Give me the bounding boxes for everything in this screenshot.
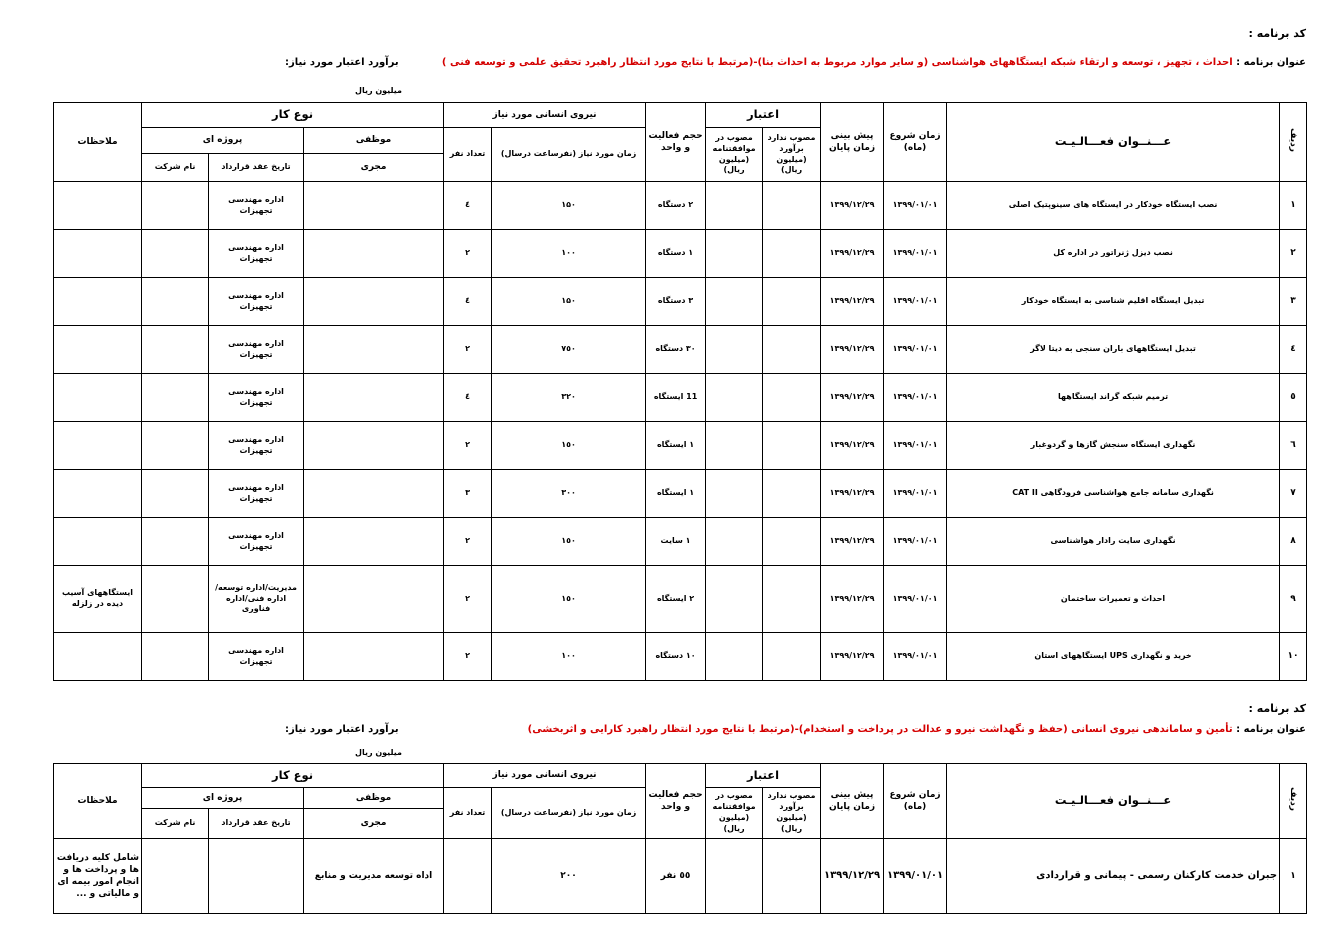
header-credit-no-approval: مصوب ندارد برآورد (میلیون ریال): [763, 128, 821, 182]
credit-yes-cell: [706, 422, 763, 470]
contract-date-cell: مدیریت/اداره توسعه/ اداره فنی/اداره فناوری: [209, 566, 304, 633]
table-row: [54, 422, 1307, 470]
header-credit-approved: مصوب در موافقتنامه (میلیون ریال): [706, 128, 763, 182]
notes-cell: [54, 422, 142, 470]
end-cell: ۱۳۹۹/۱۲/۲۹: [821, 230, 884, 278]
activities-table-2: [53, 763, 1307, 914]
executor-cell: [304, 182, 444, 230]
volume-cell: ۱۰ دستگاه: [646, 633, 706, 681]
credit-yes-cell: [706, 374, 763, 422]
executor-cell: [304, 326, 444, 374]
credit-yes-cell: [706, 839, 763, 914]
table-row: [54, 633, 1307, 681]
persons-cell: ۲: [444, 326, 492, 374]
table-row: [54, 470, 1307, 518]
volume-cell: ۱ ایستگاه: [646, 470, 706, 518]
program-title-2: [528, 724, 1306, 735]
row-number: ۱: [1280, 182, 1307, 230]
header-row-number: ردیف: [1280, 764, 1307, 839]
header-end-forecast: پیش بینی زمان پایان: [821, 764, 884, 839]
credit-yes-cell: [706, 566, 763, 633]
end-cell: ۱۳۹۹/۱۲/۲۹: [821, 518, 884, 566]
row-number: ۲: [1280, 230, 1307, 278]
credit-yes-cell: [706, 633, 763, 681]
credit-no-cell: [763, 470, 821, 518]
notes-cell: شامل کلیه دریافت ها و پرداخت ها و انجام امور بیمه ای و مالیاتی و ...: [54, 839, 142, 914]
company-cell: [142, 633, 209, 681]
credit-yes-cell: [706, 278, 763, 326]
contract-date-cell: [209, 839, 304, 914]
header-volume: حجم فعالیت و واحد: [646, 103, 706, 182]
activity-cell: تبدیل ایستگاههای باران سنجی به دیتا لاگر: [947, 326, 1280, 374]
volume-cell: ۳ دستگاه: [646, 278, 706, 326]
executor-cell: اداه توسعه مدیریت و منابع: [304, 839, 444, 914]
persons-cell: ۳: [444, 470, 492, 518]
persons-cell: ۲: [444, 518, 492, 566]
header-notes: ملاحظات: [54, 764, 142, 839]
end-cell: ۱۳۹۹/۱۲/۲۹: [821, 470, 884, 518]
table-row: [54, 182, 1307, 230]
header-start-time: زمان شروع (ماه): [884, 764, 947, 839]
header-project: پروژه ای: [142, 788, 304, 809]
persons-cell: ۲: [444, 422, 492, 470]
start-cell: ۱۳۹۹/۰۱/۰۱: [884, 839, 947, 914]
header-persons: تعداد نفر: [444, 788, 492, 839]
header-volume: حجم فعالیت و واحد: [646, 764, 706, 839]
header-credit-approved: مصوب در موافقتنامه (میلیون ریال): [706, 788, 763, 839]
program-title-text: احداث ، تجهیز ، توسعه و ارتقاء شبکه ایستگاههای هواشناسی (و سایر موارد مربوط به احداث بنا)-(مرتبط با نتایج مورد انتظار راهبرد تحقیق علمی و توسعه فنی ): [441, 57, 1233, 68]
end-cell: ۱۳۹۹/۱۲/۲۹: [821, 566, 884, 633]
end-cell: ۱۳۹۹/۱۲/۲۹: [821, 422, 884, 470]
start-cell: ۱۳۹۹/۰۱/۰۱: [884, 230, 947, 278]
volume-cell: ۱ ایستگاه: [646, 422, 706, 470]
contract-date-cell: اداره مهندسی تجهیزات: [209, 518, 304, 566]
header-project: پروژه ای: [142, 128, 304, 154]
header-company-name: نام شرکت: [142, 809, 209, 839]
row-number: ۷: [1280, 470, 1307, 518]
end-cell: ۱۳۹۹/۱۲/۲۹: [821, 839, 884, 914]
start-cell: ۱۳۹۹/۰۱/۰۱: [884, 633, 947, 681]
contract-date-cell: اداره مهندسی تجهیزات: [209, 374, 304, 422]
credit-yes-cell: [706, 470, 763, 518]
header-manpower: نیروی انسانی مورد نیاز: [444, 103, 646, 128]
persons-cell: ۲: [444, 566, 492, 633]
budget-estimate-label-1: برآورد اعتبار مورد نیاز:: [285, 57, 399, 68]
hours-cell: ۱۰۰: [492, 633, 646, 681]
contract-date-cell: اداره مهندسی تجهیزات: [209, 422, 304, 470]
persons-cell: ٤: [444, 278, 492, 326]
company-cell: [142, 278, 209, 326]
activity-cell: احداث و تعمیرات ساختمان: [947, 566, 1280, 633]
credit-yes-cell: [706, 230, 763, 278]
executor-cell: [304, 518, 444, 566]
hours-cell: ۱۰۰: [492, 230, 646, 278]
header-contract-date: تاریخ عقد قرارداد: [209, 154, 304, 182]
volume-cell: ۲ دستگاه: [646, 182, 706, 230]
hours-cell: ۳۰۰: [492, 470, 646, 518]
company-cell: [142, 374, 209, 422]
header-hours: زمان مورد نیاز (نفرساعت درسال): [492, 128, 646, 182]
contract-date-cell: اداره مهندسی تجهیزات: [209, 278, 304, 326]
executor-cell: [304, 422, 444, 470]
hours-cell: ۱۵۰: [492, 182, 646, 230]
executor-cell: [304, 470, 444, 518]
volume-cell: 11 ایستگاه: [646, 374, 706, 422]
executor-cell: [304, 566, 444, 633]
unit-label-2: میلیون ریال: [355, 748, 402, 757]
header-start-time: زمان شروع (ماه): [884, 103, 947, 182]
header-executor: مجری: [304, 154, 444, 182]
hours-cell: ۱٥۰: [492, 422, 646, 470]
header-credit: اعتبار: [706, 103, 821, 128]
start-cell: ۱۳۹۹/۰۱/۰۱: [884, 470, 947, 518]
start-cell: ۱۳۹۹/۰۱/۰۱: [884, 278, 947, 326]
credit-no-cell: [763, 374, 821, 422]
header-activity-title: عـــنــوان فعـــالـیـت: [947, 103, 1280, 182]
credit-no-cell: [763, 230, 821, 278]
activities-table-1: [53, 102, 1307, 681]
unit-label-1: میلیون ریال: [355, 86, 402, 95]
start-cell: ۱۳۹۹/۰۱/۰۱: [884, 566, 947, 633]
credit-yes-cell: [706, 326, 763, 374]
end-cell: ۱۳۹۹/۱۲/۲۹: [821, 633, 884, 681]
company-cell: [142, 422, 209, 470]
header-end-forecast: پیش بینی زمان پایان: [821, 103, 884, 182]
table-row: [54, 230, 1307, 278]
header-activity-title: عـــنــوان فعـــالـیـت: [947, 764, 1280, 839]
contract-date-cell: اداره مهندسی تجهیزات: [209, 326, 304, 374]
contract-date-cell: اداره مهندسی تجهیزات: [209, 470, 304, 518]
notes-cell: [54, 470, 142, 518]
executor-cell: [304, 278, 444, 326]
header-contract-date: تاریخ عقد قرارداد: [209, 809, 304, 839]
end-cell: ۱۳۹۹/۱۲/۲۹: [821, 326, 884, 374]
activity-cell: نگهداری سایت رادار هواشناسی: [947, 518, 1280, 566]
table-row: [54, 839, 1307, 914]
hours-cell: ۱٥۰: [492, 566, 646, 633]
header-row-number: ردیف: [1280, 103, 1307, 182]
credit-no-cell: [763, 633, 821, 681]
activity-cell: تبدیل ایستگاه اقلیم شناسی به ایستگاه خودکار: [947, 278, 1280, 326]
company-cell: [142, 566, 209, 633]
header-mandatory: موظفی: [304, 788, 444, 809]
activity-cell: نصب ایستگاه خودکار در ایستگاه های سینوپتیک اصلی: [947, 182, 1280, 230]
activity-cell: نگهداری ایستگاه سنجش گازها و گردوغبار: [947, 422, 1280, 470]
start-cell: ۱۳۹۹/۰۱/۰۱: [884, 326, 947, 374]
hours-cell: ۱۵۰: [492, 278, 646, 326]
program-title-label: عنوان برنامه :: [1236, 57, 1306, 68]
activity-cell: نگهداری سامانه جامع هواشناسی فرودگاهی CAT II: [947, 470, 1280, 518]
hours-cell: ۳۲۰: [492, 374, 646, 422]
volume-cell: ۲ ایستگاه: [646, 566, 706, 633]
company-cell: [142, 182, 209, 230]
program-title-text: تأمین و ساماندهی نیروی انسانی (حفظ و نگهداشت نیرو و عدالت در پرداخت و استخدام)-(مرتبط با نتایج مورد انتظار راهبرد کارایی و اثربخشی): [527, 724, 1233, 735]
header-executor: مجری: [304, 809, 444, 839]
table-row: [54, 518, 1307, 566]
program-code-label-2: کد برنامه :: [1248, 702, 1306, 715]
end-cell: ۱۳۹۹/۱۲/۲۹: [821, 182, 884, 230]
contract-date-cell: اداره مهندسی تجهیزات: [209, 633, 304, 681]
header-work-type: نوع کار: [142, 103, 444, 128]
notes-cell: [54, 633, 142, 681]
start-cell: ۱۳۹۹/۰۱/۰۱: [884, 422, 947, 470]
row-number: ۱: [1280, 839, 1307, 914]
row-number: ٥: [1280, 374, 1307, 422]
contract-date-cell: اداره مهندسی تجهیزات: [209, 230, 304, 278]
company-cell: [142, 470, 209, 518]
persons-cell: [444, 839, 492, 914]
credit-no-cell: [763, 422, 821, 470]
notes-cell: [54, 182, 142, 230]
table-row: [54, 374, 1307, 422]
start-cell: ۱۳۹۹/۰۱/۰۱: [884, 182, 947, 230]
company-cell: [142, 518, 209, 566]
row-number: ۱۰: [1280, 633, 1307, 681]
header-persons: تعداد نفر: [444, 128, 492, 182]
header-company-name: نام شرکت: [142, 154, 209, 182]
row-number: ٤: [1280, 326, 1307, 374]
credit-no-cell: [763, 518, 821, 566]
persons-cell: ۲: [444, 230, 492, 278]
row-number: ۳: [1280, 278, 1307, 326]
credit-no-cell: [763, 278, 821, 326]
notes-cell: [54, 374, 142, 422]
row-number: ٦: [1280, 422, 1307, 470]
notes-cell: [54, 518, 142, 566]
activity-cell: ترمیم شبکه گراند ایستگاهها: [947, 374, 1280, 422]
volume-cell: ٥٥ نفر: [646, 839, 706, 914]
budget-estimate-label-2: برآورد اعتبار مورد نیاز:: [285, 724, 399, 735]
activity-cell: جبران خدمت کارکنان رسمی - پیمانی و قراردادی: [947, 839, 1280, 914]
end-cell: ۱۳۹۹/۱۲/۲۹: [821, 278, 884, 326]
table-row: [54, 566, 1307, 633]
credit-no-cell: [763, 326, 821, 374]
credit-no-cell: [763, 182, 821, 230]
row-number: ۸: [1280, 518, 1307, 566]
hours-cell: ۲۰۰: [492, 839, 646, 914]
volume-cell: ۱ دستگاه: [646, 230, 706, 278]
volume-cell: ۱ سایت: [646, 518, 706, 566]
hours-cell: ۱٥۰: [492, 518, 646, 566]
contract-date-cell: اداره مهندسی تجهیزات: [209, 182, 304, 230]
header-mandatory: موظفی: [304, 128, 444, 154]
table-row: [54, 278, 1307, 326]
header-hours: زمان مورد نیاز (نفرساعت درسال): [492, 788, 646, 839]
volume-cell: ۳۰ دستگاه: [646, 326, 706, 374]
persons-cell: ٤: [444, 182, 492, 230]
start-cell: ۱۳۹۹/۰۱/۰۱: [884, 518, 947, 566]
credit-no-cell: [763, 839, 821, 914]
company-cell: [142, 839, 209, 914]
credit-no-cell: [763, 566, 821, 633]
notes-cell: [54, 326, 142, 374]
program-code-label-1: کد برنامه :: [1248, 27, 1306, 40]
executor-cell: [304, 633, 444, 681]
end-cell: ۱۳۹۹/۱۲/۲۹: [821, 374, 884, 422]
start-cell: ۱۳۹۹/۰۱/۰۱: [884, 374, 947, 422]
program-title-label: عنوان برنامه :: [1236, 724, 1306, 735]
header-credit: اعتبار: [706, 764, 821, 788]
notes-cell: [54, 230, 142, 278]
notes-cell: [54, 278, 142, 326]
company-cell: [142, 230, 209, 278]
notes-cell: ایستگاههای آسیب دیده در زلزله: [54, 566, 142, 633]
credit-yes-cell: [706, 182, 763, 230]
activity-cell: خرید و نگهداری UPS ایستگاههای استان: [947, 633, 1280, 681]
persons-cell: ۲: [444, 633, 492, 681]
header-notes: ملاحظات: [54, 103, 142, 182]
persons-cell: ٤: [444, 374, 492, 422]
activity-cell: نصب دیزل ژنراتور در اداره کل: [947, 230, 1280, 278]
table-row: [54, 326, 1307, 374]
company-cell: [142, 326, 209, 374]
program-title-1: [442, 57, 1306, 68]
credit-yes-cell: [706, 518, 763, 566]
header-work-type: نوع کار: [142, 764, 444, 788]
executor-cell: [304, 374, 444, 422]
header-credit-no-approval: مصوب ندارد برآورد (میلیون ریال): [763, 788, 821, 839]
row-number: ۹: [1280, 566, 1307, 633]
hours-cell: ۷٥۰: [492, 326, 646, 374]
header-manpower: نیروی انسانی مورد نیاز: [444, 764, 646, 788]
executor-cell: [304, 230, 444, 278]
